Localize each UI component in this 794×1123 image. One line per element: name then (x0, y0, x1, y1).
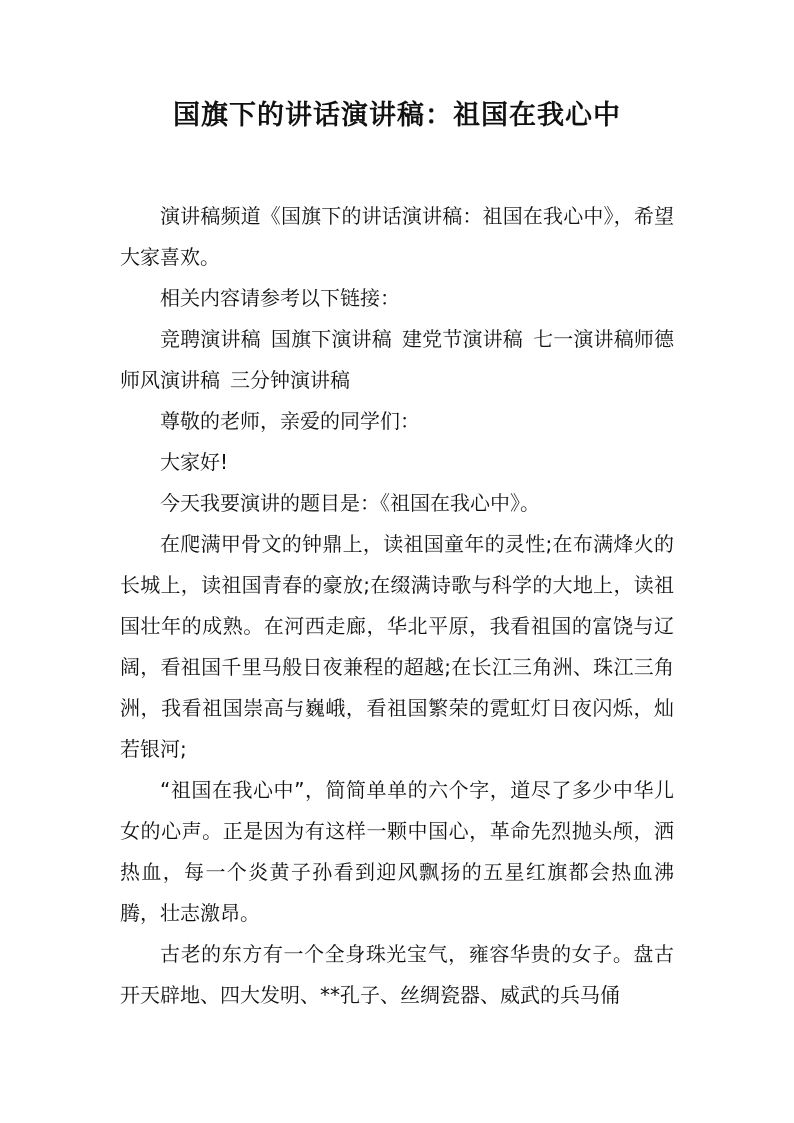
related-link[interactable]: 三分钟演讲稿 (230, 368, 350, 392)
related-links (120, 319, 674, 401)
related-prompt: 相关内容请参考以下链接： (160, 286, 400, 310)
body-paragraph: “祖国在我心中”，简简单单的六个字，道尽了多少中华儿女的心声。正是因为有这样一颗中国心，革命先烈抛头颅，洒热血，每一个炎黄子孙看到迎风飘扬的五星红旗都会热血沸腾，壮志激昂。 (120, 778, 674, 925)
related-link[interactable]: 建党节演讲稿 (401, 327, 523, 351)
body-paragraph: 在爬满甲骨文的钟鼎上，读祖国童年的灵性;在布满烽火的长城上，读祖国青春的豪放;在缀满诗歌与科学的大地上，读祖国壮年的成熟。在河西走廊，华北平原，我看祖国的富饶与辽阔，看祖国千里马般日夜兼程的超越;在长江三角洲、珠江三角洲，我看祖国崇高与巍峨，看祖国繁荣的霓虹灯日夜闪烁，灿若银河; (120, 532, 674, 761)
related-link[interactable]: 七一演讲稿 (532, 327, 634, 351)
intro-paragraph: 演讲稿频道《国旗下的讲话演讲稿：祖国在我心中》，希望大家喜欢。 (120, 204, 674, 269)
related-link[interactable]: 竞聘演讲稿 (160, 327, 261, 351)
greeting-paragraph: 尊敬的老师，亲爱的同学们： (160, 409, 420, 433)
body-paragraph: 古老的东方有一个全身珠光宝气，雍容华贵的女子。盘古开天辟地、四大发明、**孔子、丝绸瓷器、威武的兵马俑 (120, 942, 674, 1007)
hello-paragraph: 大家好! (160, 450, 229, 474)
related-link[interactable]: 国旗下演讲稿 (270, 327, 392, 351)
document-body (120, 196, 674, 1016)
topic-paragraph: 今天我要演讲的题目是：《祖国在我心中》。 (160, 491, 540, 515)
related-link[interactable]: 师德师风演讲稿 (120, 327, 675, 392)
document-title: 国旗下的讲话演讲稿：祖国在我心中 (173, 100, 621, 131)
